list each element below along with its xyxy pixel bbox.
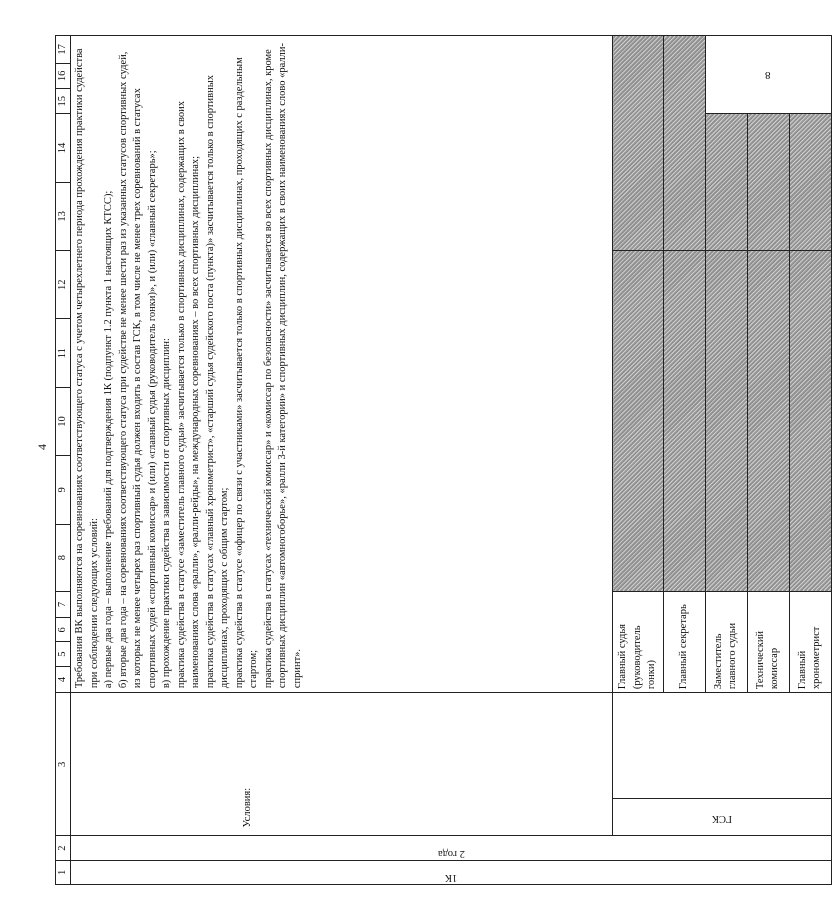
- col-header: 17: [56, 36, 71, 64]
- col-header: 15: [56, 89, 71, 114]
- shaded-cell: [747, 114, 789, 251]
- shaded-cell: [705, 251, 747, 592]
- col-header: 6: [56, 618, 71, 642]
- period-label: 2 года: [437, 847, 465, 859]
- role-cell: [613, 591, 663, 692]
- col-header: 1: [56, 860, 71, 884]
- col-header: 16: [56, 63, 71, 88]
- rotated-table-container: [35, 35, 823, 885]
- requirement-text: в) прохождение практики судейства в зависимости от спортивных дисциплин:: [161, 338, 173, 689]
- shaded-cell: [789, 251, 831, 592]
- col-header: 7: [56, 591, 71, 617]
- shaded-cell: [789, 114, 831, 251]
- shaded-cell: [705, 114, 747, 251]
- role-cell: [705, 591, 747, 692]
- requirement-text: б) вторые два года – на соревнованиях соответствующего статуса при судействе не менее шести раз из указанных статусов спортивных судей, из которых не менее четырех раз спортивный судья должен входить в состав ГСК, в том числе не менее трех соревнований в статусах спортивных судей «спортивный комиссар» и (или) «главный судья (руководитель гонки)», и (или) «главный секретарь»;: [117, 51, 158, 689]
- rank-label: 1К: [445, 872, 458, 883]
- qualification-table: [55, 35, 832, 885]
- col-header: 3: [56, 693, 71, 836]
- col-header: 2: [56, 836, 71, 860]
- value-cell: [705, 36, 831, 114]
- requirement-text: а) первые два года – выполнение требований для подтверждения 1К (подпункт 1.2 пункта 1 настоящих КТСС);: [103, 190, 115, 689]
- col-header: 4: [56, 666, 71, 692]
- shaded-cell: [613, 251, 663, 592]
- requirements-row: [71, 36, 613, 885]
- col-header: 11: [56, 319, 71, 387]
- header-row: [56, 36, 71, 885]
- requirement-text: Требования ВК выполняются на соревнованиях соответствующего статуса с учетом четырехлетнего периода прохождения практики судейства при соблюдении следующих условий:: [74, 48, 100, 689]
- value-eight: 8: [765, 69, 771, 82]
- requirement-text: практика судейства в статусе «офицер по связи с участниками» засчитывается только в спортивных дисциплинах, проходящих с раздельным стартом;: [233, 57, 260, 689]
- col-header: 14: [56, 114, 71, 182]
- col-header: 5: [56, 642, 71, 666]
- period-cell: [71, 836, 831, 860]
- conditions-label: Условия:: [242, 787, 254, 828]
- requirement-text: практика судейства в статусах «технический комиссар» и «комиссар по безопасности» засчитывается во всех спортивных дисциплинах, кроме спортивных дисциплин «автомногоборье», «ралли 3-й категории» и спортивных дисциплин, содержащих в своих наименованиях слово «ралли-спринт».: [262, 43, 303, 689]
- page-number: 4: [35, 444, 49, 450]
- commission-label-box: [613, 799, 830, 836]
- role-label: Главный хронометрист: [796, 626, 823, 690]
- shaded-cell: [613, 36, 663, 251]
- requirement-text: практика судейства в статусах «главный хронометрист», «старший судья судейского поста (пункта)» засчитывается только в спортивных дисциплинах, проходящих с общим стартом;: [204, 75, 231, 689]
- role-label: Технический комиссар: [754, 630, 781, 690]
- role-label: Главный секретарь: [678, 604, 690, 690]
- role-cell: [789, 591, 831, 692]
- role-label: Заместитель главного судьи: [712, 622, 739, 690]
- role-row: [613, 36, 663, 885]
- rank-cell: [71, 860, 831, 884]
- role-label: Главный судья (руководитель гонки): [617, 624, 658, 690]
- commission-label: ГСК: [712, 812, 733, 824]
- col-header: 10: [56, 387, 71, 455]
- conditions-cell: [71, 693, 613, 836]
- role-cell: [747, 591, 789, 692]
- col-header: 8: [56, 524, 71, 591]
- role-cell: [663, 591, 705, 692]
- commission-cell: [613, 693, 831, 836]
- shaded-cell: [747, 251, 789, 592]
- requirement-text: практика судейства в статусе «заместитель главного судьи» засчитывается только в спортивных дисциплинах, содержащих в своих наименованиях слова «ралли», «ралли-рейды», на международных соревнованиях – во всех спортивных дисциплинах;: [175, 101, 202, 689]
- requirements-cell: [71, 36, 613, 693]
- col-header: 9: [56, 456, 71, 524]
- shaded-cell: [663, 251, 705, 592]
- col-header: 13: [56, 182, 71, 250]
- shaded-cell: [663, 36, 705, 251]
- col-header: 12: [56, 251, 71, 319]
